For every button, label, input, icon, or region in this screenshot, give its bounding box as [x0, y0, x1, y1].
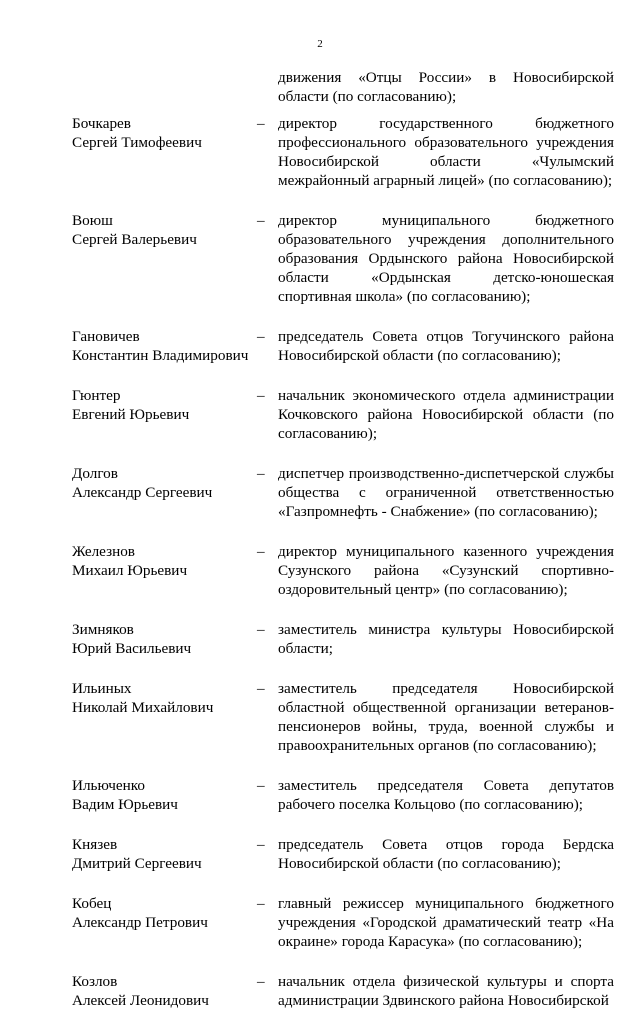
- dash-separator: –: [257, 836, 265, 853]
- member-surname: Кобец: [72, 895, 112, 912]
- dash-separator: –: [257, 973, 265, 990]
- member-role: директор государственного бюджетного профессионального образовательного учреждения Новосибирской области «Чулымский межрайонный аграрный лицей» (по согласованию);: [278, 115, 614, 189]
- member-person: [72, 464, 257, 521]
- member-entry: [0, 211, 640, 306]
- member-surname: Воюш: [72, 212, 113, 229]
- member-person: [72, 679, 257, 755]
- member-given-name: Александр Сергеевич: [72, 484, 213, 501]
- member-given-name: Михаил Юрьевич: [72, 562, 188, 579]
- member-surname: Долгов: [72, 465, 118, 482]
- member-surname: Князев: [72, 836, 118, 853]
- member-role: директор муниципального бюджетного образовательного учреждения дополнительного образования Ордынского района Новосибирской области «Ордынская детско-юношеская спортивная школа» (по согласованию);: [278, 212, 614, 305]
- member-given-name: Сергей Тимофеевич: [72, 134, 202, 151]
- member-surname: Гюнтер: [72, 387, 121, 404]
- dash-separator: –: [257, 895, 265, 912]
- member-person: [72, 327, 257, 365]
- member-given-name: Сергей Валерьевич: [72, 231, 197, 248]
- dash-separator: –: [257, 680, 265, 697]
- member-surname: Ильюченко: [72, 777, 145, 794]
- member-person: [72, 776, 257, 814]
- member-surname: Зимняков: [72, 621, 134, 638]
- member-surname: Козлов: [72, 973, 118, 990]
- member-role: председатель Совета отцов Тогучинского района Новосибирской области (по согласованию);: [278, 328, 614, 364]
- member-given-name: Константин Владимирович: [72, 347, 249, 364]
- dash-separator: –: [257, 465, 265, 482]
- member-entry: [0, 464, 640, 521]
- member-person: [72, 894, 257, 951]
- member-person: [72, 835, 257, 873]
- member-given-name: Александр Петрович: [72, 914, 208, 931]
- page-number: 2: [317, 38, 323, 50]
- dash-separator: –: [257, 543, 265, 560]
- member-given-name: Юрий Васильевич: [72, 640, 192, 657]
- member-entry: [0, 327, 640, 365]
- dash-separator: –: [257, 115, 265, 132]
- member-entry: [0, 620, 640, 658]
- member-role: начальник экономического отдела администрации Кочковского района Новосибирской области (по согласованию);: [278, 387, 614, 442]
- member-surname: Железнов: [72, 543, 135, 560]
- member-person: [72, 211, 257, 306]
- member-person: [72, 542, 257, 599]
- member-entry: [0, 542, 640, 599]
- dash-separator: –: [257, 328, 265, 345]
- member-entry: [0, 114, 640, 190]
- member-role: директор муниципального казенного учреждения Сузунского района «Сузунский спортивно-оздоровительный центр» (по согласованию);: [278, 543, 614, 598]
- member-role: заместитель председателя Совета депутатов рабочего поселка Кольцово (по согласованию);: [278, 777, 614, 813]
- member-entry: [0, 972, 640, 1010]
- member-given-name: Николай Михайлович: [72, 699, 214, 716]
- member-surname: Гановичев: [72, 328, 140, 345]
- member-role: главный режиссер муниципального бюджетного учреждения «Городской драматический театр «На окраине» города Карасука» (по согласованию);: [278, 895, 614, 950]
- member-role: диспетчер производственно-диспетчерской службы общества с ограниченной ответственностью «Газпромнефть - Снабжение» (по согласованию);: [278, 465, 614, 520]
- member-person: [72, 114, 257, 190]
- member-list: [0, 114, 640, 1031]
- member-person: [72, 972, 257, 1010]
- member-given-name: Вадим Юрьевич: [72, 796, 178, 813]
- member-surname: Ильиных: [72, 680, 132, 697]
- member-entry: [0, 776, 640, 814]
- continuation-text: движения «Отцы России» в Новосибирской области (по согласованию);: [278, 69, 614, 105]
- dash-separator: –: [257, 212, 265, 229]
- member-entry: [0, 835, 640, 873]
- member-given-name: Дмитрий Сергеевич: [72, 855, 202, 872]
- member-given-name: Евгений Юрьевич: [72, 406, 190, 423]
- dash-separator: –: [257, 621, 265, 638]
- member-role: председатель Совета отцов города Бердска Новосибирской области (по согласованию);: [278, 836, 614, 872]
- member-role: начальник отдела физической культуры и спорта администрации Здвинского района Новосибирской: [278, 973, 614, 1009]
- dash-separator: –: [257, 387, 265, 404]
- member-given-name: Алексей Леонидович: [72, 992, 209, 1009]
- member-entry: [0, 894, 640, 951]
- member-surname: Бочкарев: [72, 115, 131, 132]
- member-person: [72, 620, 257, 658]
- member-person: [72, 386, 257, 443]
- member-role: заместитель председателя Новосибирской областной общественной организации ветеранов-пенсионеров войны, труда, военной службы и правоохранительных органов (по согласованию);: [278, 680, 614, 754]
- member-entry: [0, 679, 640, 755]
- member-role: заместитель министра культуры Новосибирской области;: [278, 621, 614, 657]
- dash-separator: –: [257, 777, 265, 794]
- member-entry: [0, 386, 640, 443]
